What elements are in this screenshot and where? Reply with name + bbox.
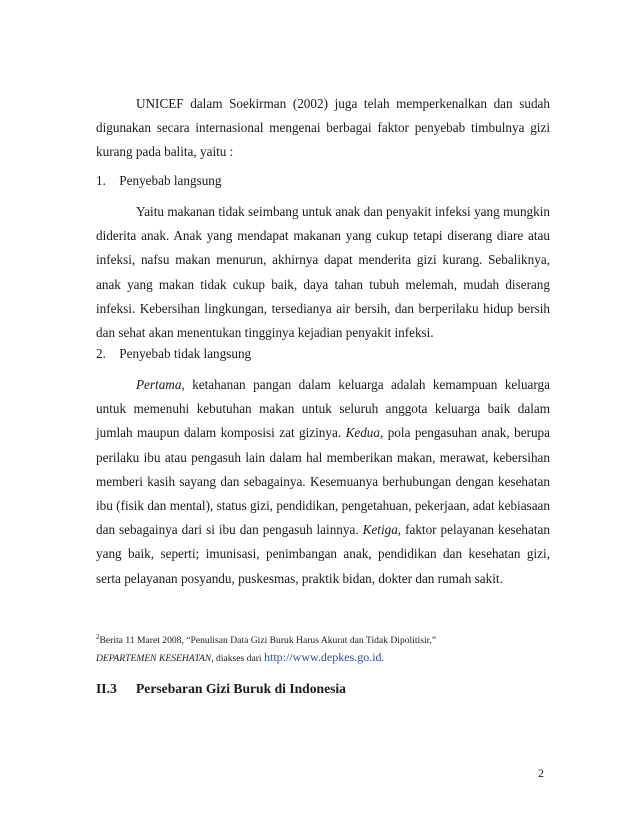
item1-paragraph <box>96 200 550 345</box>
list-number: 2. <box>96 346 106 361</box>
pertama-text: ketahanan pangan dalam keluarga adalah kemampuan keluarga untuk memenuhi kebutuhan makan untuk seluruh anggota keluarga baik dalam jumlah maupun dalam komposisi zat gizinya. <box>96 377 550 441</box>
list-heading-text: Penyebab langsung <box>119 173 222 188</box>
section-heading <box>96 681 346 697</box>
section-title: Persebaran Gizi Buruk di Indonesia <box>136 681 346 696</box>
page-number: 2 <box>538 766 544 780</box>
footnote-url-link[interactable]: http://www.depkes.go.id <box>263 650 382 665</box>
footnote-accessed: , diakses dari <box>211 653 264 665</box>
footnote-source: DEPARTEMEN KESEHATAN <box>96 653 212 665</box>
pertama-label: Pertama, <box>136 377 185 392</box>
ketiga-text: faktor pelayanan kesehatan yang baik, seperti; imunisasi, penimbangan anak, pendidikan dan kesehatan gizi, serta pelayanan posyandu, puskesmas, praktik bidan, dokter dan rumah sakit. <box>96 522 550 586</box>
footnote <box>96 629 556 667</box>
item2-paragraph <box>96 373 550 591</box>
item1-text: Yaitu makanan tidak seimbang untuk anak dan penyakit infeksi yang mungkin diderita anak. Anak yang mendapat makanan yang cukup tetapi diserang diare atau infeksi, nafsu makan menurun, akhirnya dapat menderita gizi kurang. Sebaliknya, anak yang makan tidak cukup baik, daya tahan tubuh melemah, mudah diserang infeksi. Kebersihan lingkungan, tersedianya air bersih, dan berperilaku hidup bersih dan sehat akan menentukan tingginya kejadian penyakit infeksi. <box>96 204 550 341</box>
footnote-marker: 2 <box>96 633 100 641</box>
kedua-label: Kedua, <box>345 425 384 441</box>
list-item-1-heading <box>96 169 221 193</box>
list-item-2-heading <box>96 342 251 366</box>
section-number: II.3 <box>96 681 117 696</box>
kedua-text: pola pengasuhan anak, berupa perilaku ibu atau pengasuh lain dalam hal memberikan makan, merawat, kebersihan memberi kasih sayang dan sebagainya. Kesemuanya berhubungan dengan kesehatan ibu (fisik dan mental), status gizi, pendidikan, pengetahuan, pekerjaan, adat kebiasaan dan sebagainya dari si ibu dan pengasuh lainnya. <box>96 425 551 538</box>
intro-text: UNICEF dalam Soekirman (2002) juga telah memperkenalkan dan sudah digunakan secara internasional mengenai berbagai faktor penyebab timbulnya gizi kurang pada balita, yaitu : <box>96 96 550 160</box>
footnote-end: . <box>381 653 384 665</box>
footnote-line1: Berita 11 Maret 2008, “Penulisan Data Gizi Buruk Harus Akurat dan Tidak Dipolitisir,” <box>99 635 437 647</box>
list-heading-text: Penyebab tidak langsung <box>119 346 252 361</box>
list-number: 1. <box>96 173 106 188</box>
intro-paragraph <box>96 92 550 165</box>
ketiga-label: Ketiga, <box>362 522 402 538</box>
